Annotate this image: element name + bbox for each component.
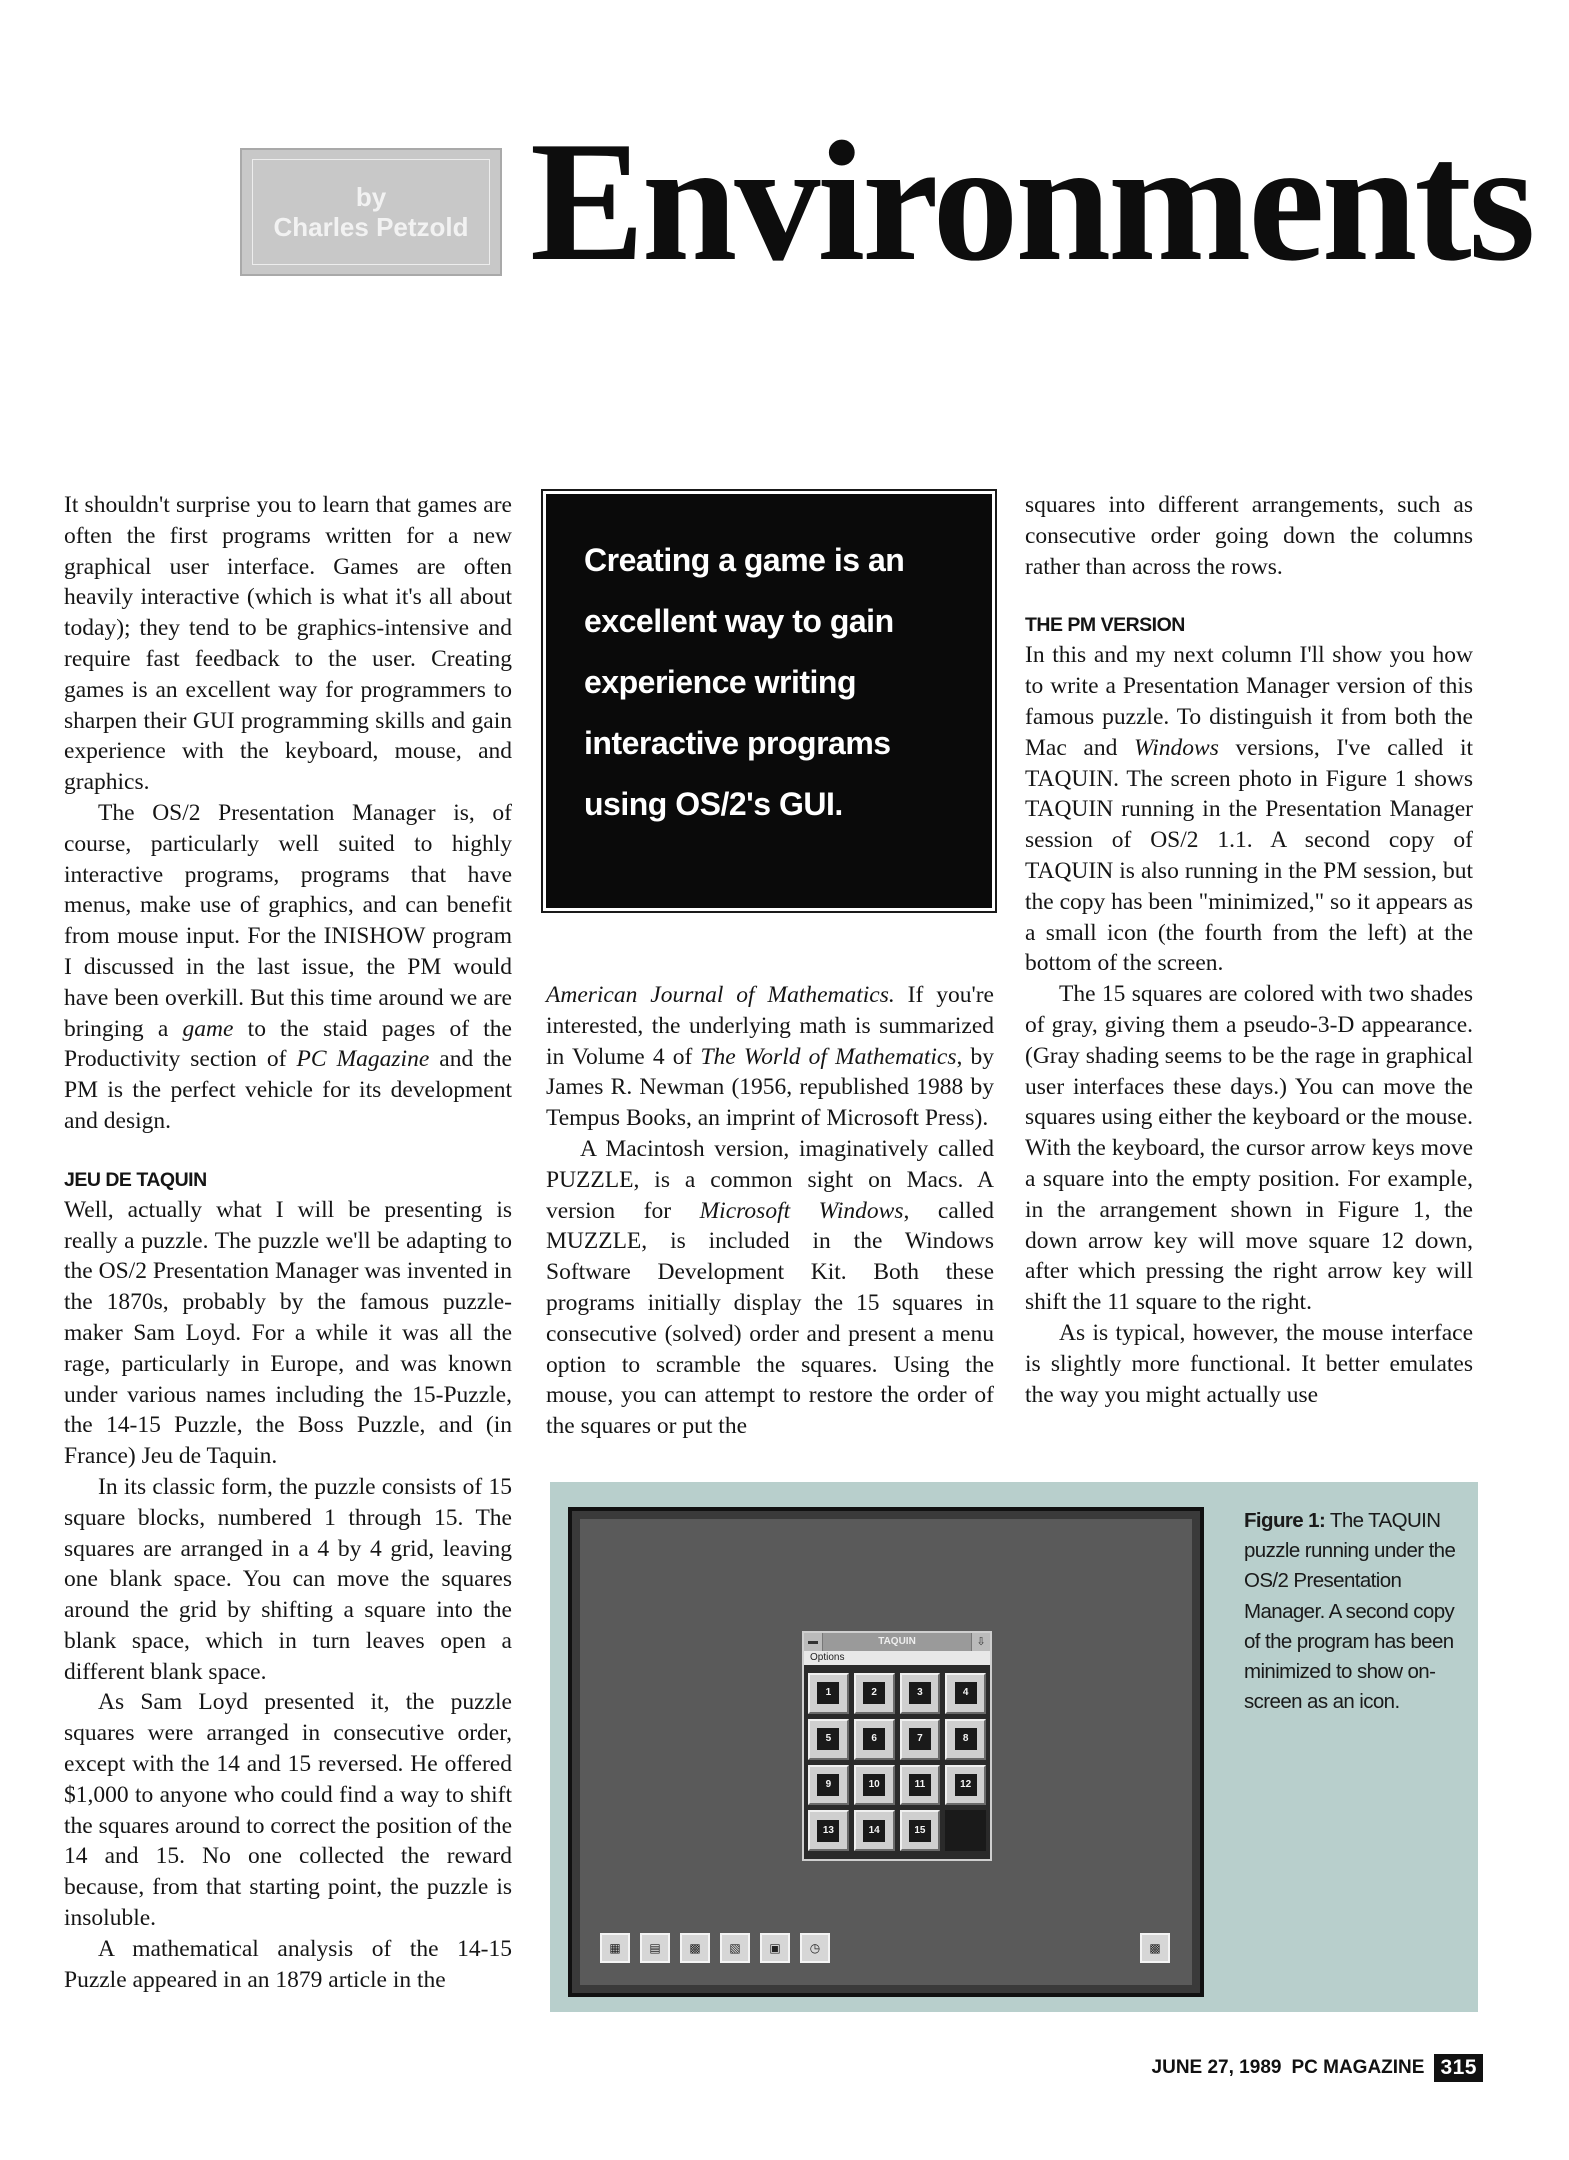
puzzle-tile bbox=[900, 1810, 941, 1851]
paragraph: Well, actually what I will be presenting is really a puzzle. The puzzle we'll be adapting to the OS/2 Presentation Manager was invented in the 1870s, probably by the famous puzzle-maker Sam Loyd. For a while it was all the rage, particularly in Europe, and was known under various names including the 15-Puzzle, the 14-15 Puzzle, the Boss Puzzle, and (in France) Jeu de Taquin. bbox=[64, 1196, 512, 1470]
window-title: TAQUIN bbox=[823, 1633, 971, 1651]
emphasis-microsoft-windows: Microsoft Windows bbox=[699, 1197, 904, 1224]
screen-photo bbox=[568, 1507, 1204, 1997]
taquin-window bbox=[802, 1631, 992, 1861]
pull-quote-text: Creating a game is an excellent way to gain experience writing interactive programs using OS/2's GUI. bbox=[584, 542, 905, 822]
task-list-icon: ▩ bbox=[1140, 1933, 1170, 1963]
footer-date: JUNE 27, 1989 bbox=[1151, 2057, 1282, 2078]
text-run: A Macintosh version, imaginatively called PUZZLE, is a common sight on Macs. A version for bbox=[546, 1135, 994, 1224]
puzzle-grid bbox=[808, 1673, 986, 1851]
byline-box bbox=[240, 148, 502, 276]
emphasis-book-title: The World of Mathematics bbox=[700, 1043, 957, 1070]
paragraph bbox=[546, 980, 994, 1134]
caption-text: The TAQUIN puzzle running under the OS/2 Presentation Manager. A second copy of the program has been minimized to show on-screen as an icon. bbox=[1244, 1509, 1456, 1714]
window-titlebar bbox=[804, 1633, 990, 1651]
clock-icon: ◷ bbox=[800, 1933, 830, 1963]
tile-number: 5 bbox=[817, 1728, 839, 1750]
page-title: Environments bbox=[530, 107, 1533, 297]
text-run: The OS/2 Presentation Manager is, of course, particularly well suited to highly interactive programs, programs that have menus, make use of graphics, and can benefit from mouse input. For the INISHOW program I discussed in the last issue, the PM would have been overkill. But this time around we are bringing a bbox=[64, 799, 512, 1042]
tile-number: 1 bbox=[817, 1682, 839, 1704]
puzzle-tile bbox=[854, 1765, 895, 1806]
puzzle-tile bbox=[808, 1719, 849, 1760]
tile-number: 9 bbox=[817, 1774, 839, 1796]
puzzle-tile bbox=[854, 1810, 895, 1851]
tile-number: 15 bbox=[909, 1820, 931, 1842]
text-run: and the PM is the perfect vehicle for its development and design. bbox=[64, 1046, 512, 1134]
document-icon: ▤ bbox=[640, 1933, 670, 1963]
tile-number: 10 bbox=[863, 1774, 885, 1796]
puzzle-tile bbox=[900, 1673, 941, 1714]
tile-number: 11 bbox=[909, 1774, 931, 1796]
tile-number: 8 bbox=[955, 1728, 977, 1750]
paragraph bbox=[546, 1134, 994, 1442]
tile-number: 2 bbox=[863, 1682, 885, 1704]
column-1 bbox=[64, 490, 512, 1995]
emphasis-game: game bbox=[182, 1015, 234, 1042]
paragraph: The 15 squares are colored with two shades of gray, giving them a pseudo-3-D appearance. (Gray shading seems to be the rage in graphical user interfaces these days.) You can move the squares using either the keyboard or the mouse. With the keyboard, the cursor arrow keys move a square into the empty position. For example, in the arrangement shown in Figure 1, the down arrow key will move square 12 down, after which pressing the right arrow key will shift the 11 square to the right. bbox=[1025, 981, 1473, 1316]
figure-1 bbox=[550, 1482, 1478, 2012]
text-run: versions, I've called it TAQUIN. The screen photo in Figure 1 shows TAQUIN running in the Presentation Manager session of OS/2 1.1. A second copy of TAQUIN is also running in the PM session, but the copy has been "minimized," so it appears as a small icon (the fourth from the left) at the bottom of the screen. bbox=[1025, 734, 1473, 977]
pm-desktop bbox=[580, 1519, 1192, 1985]
puzzle-tile bbox=[854, 1719, 895, 1760]
section-heading-jeu-de-taquin: JEU DE TAQUIN bbox=[64, 1168, 207, 1191]
paragraph: A mathematical analysis of the 14-15 Puzzle appeared in an 1879 article in the bbox=[64, 1935, 512, 1993]
emphasis-pc-magazine: PC Magazine bbox=[296, 1046, 430, 1073]
tile-number: 12 bbox=[955, 1774, 977, 1796]
puzzle-tile bbox=[808, 1810, 849, 1851]
puzzle-tile bbox=[854, 1673, 895, 1714]
monitor-icon: ▣ bbox=[760, 1933, 790, 1963]
text-run: to the staid pages of the Productivity section of bbox=[64, 1015, 512, 1073]
footer-magazine: PC MAGAZINE bbox=[1291, 2057, 1425, 2078]
tile-number: 7 bbox=[909, 1728, 931, 1750]
caption-label: Figure 1: bbox=[1244, 1509, 1326, 1532]
tile-number: 13 bbox=[817, 1820, 839, 1842]
puzzle-tile bbox=[945, 1765, 986, 1806]
paragraph bbox=[1025, 640, 1473, 979]
tile-number: 4 bbox=[955, 1682, 977, 1704]
paragraph: It shouldn't surprise you to learn that games are often the first programs written for a new graphical user interface. Games are often heavily interactive (which is what it's all about today); they tend to be graphics-intensive and require fast feedback to the user. Creating games is an excellent way for programmers to sharpen their GUI programming skills and gain experience with the keyboard, mouse, and graphics. bbox=[64, 492, 512, 796]
tile-number: 6 bbox=[863, 1728, 885, 1750]
taquin-minimized-icon: ▧ bbox=[720, 1933, 750, 1963]
text-run: In this and my next column I'll show you how to write a Presentation Manager version of this famous puzzle. To distinguish it from both the Mac and bbox=[1025, 642, 1473, 761]
puzzle-tile bbox=[808, 1673, 849, 1714]
text-run: , by James R. Newman (1956, republished 1988 by Tempus Books, an imprint of Microsoft Press). bbox=[546, 1043, 994, 1132]
puzzle-tile bbox=[945, 1719, 986, 1760]
paragraph: In its classic form, the puzzle consists of 15 square blocks, numbered 1 through 15. The squares are arranged in a 4 by 4 grid, leaving one blank space. You can move the squares around the grid by shifting a square into the blank space, which in turn leaves open a different blank space. bbox=[64, 1473, 512, 1685]
byline-by: by bbox=[355, 182, 387, 212]
text-run: If you're interested, the underlying math is summarized in Volume 4 of bbox=[546, 982, 994, 1070]
puzzle-tile bbox=[900, 1765, 941, 1806]
text-run: , called MUZZLE, is included in the Windows Software Development Kit. Both these programs initially display the 15 squares in consecutive (solved) order and present a menu option to scramble the squares. Using the mouse, you can attempt to restore the order of the squares or put the bbox=[546, 1197, 994, 1440]
paragraph: As is typical, however, the mouse interface is slightly more functional. It better emulates the way you might actually use bbox=[1025, 1319, 1473, 1408]
minimize-icon: ⇩ bbox=[971, 1633, 990, 1651]
puzzle-tile bbox=[945, 1673, 986, 1714]
paragraph: As Sam Loyd presented it, the puzzle squares were arranged in consecutive order, except with the 14 and 15 reversed. He offered $1,000 to anyone who could find a way to shift the squares around to correct the position of the 14 and 15. No one collected the reward because, from that starting point, the puzzle is insoluble. bbox=[64, 1689, 512, 1932]
column-3 bbox=[1025, 490, 1473, 1410]
column-2 bbox=[546, 980, 994, 1442]
byline-inner bbox=[252, 159, 490, 265]
puzzle-tile bbox=[808, 1765, 849, 1806]
paragraph bbox=[64, 798, 512, 1137]
minimized-icon-bar bbox=[600, 1933, 830, 1963]
page-footer bbox=[1152, 2054, 1483, 2082]
emphasis-windows: Windows bbox=[1133, 734, 1219, 761]
tile-number: 3 bbox=[909, 1682, 931, 1704]
pull-quote-box bbox=[546, 494, 992, 908]
puzzle-tile bbox=[900, 1719, 941, 1760]
window-menu-bar: Options bbox=[804, 1651, 990, 1665]
figure-caption bbox=[1244, 1506, 1464, 1717]
paragraph: squares into different arrangements, such as consecutive order going down the columns rather than across the rows. bbox=[1025, 492, 1473, 580]
system-menu-icon: ▬ bbox=[804, 1633, 823, 1651]
program-icon: ▩ bbox=[680, 1933, 710, 1963]
puzzle-blank-space bbox=[945, 1810, 986, 1851]
tile-number: 14 bbox=[863, 1820, 885, 1842]
page-number: 315 bbox=[1434, 2054, 1483, 2082]
section-heading-pm-version: THE PM VERSION bbox=[1025, 614, 1185, 637]
byline-author: Charles Petzold bbox=[273, 212, 469, 242]
program-icon: ▦ bbox=[600, 1933, 630, 1963]
emphasis-journal: American Journal of Mathematics. bbox=[546, 982, 895, 1008]
